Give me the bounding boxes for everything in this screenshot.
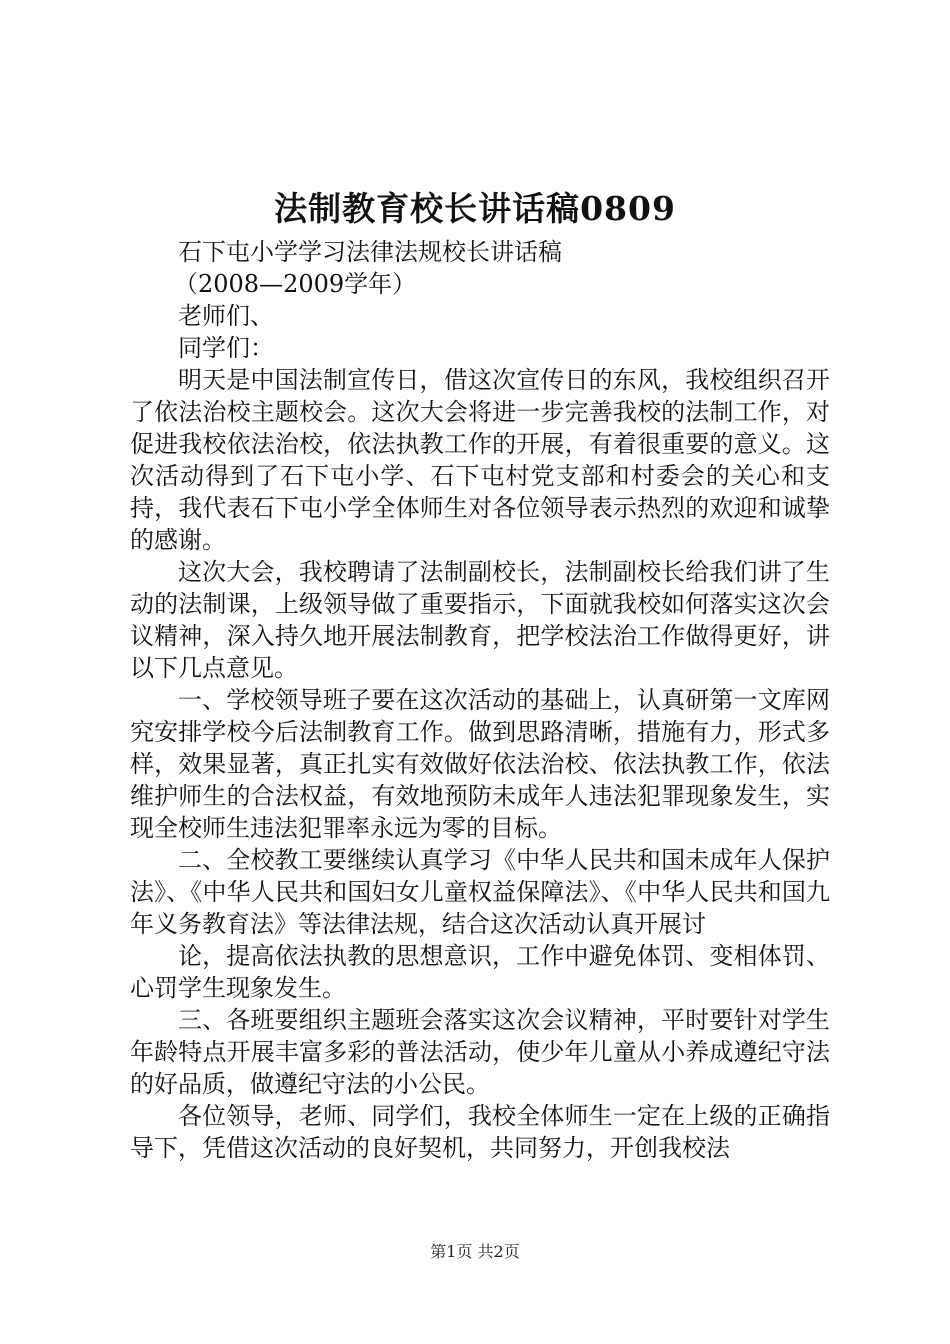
document-body	[130, 236, 830, 1164]
document-title: 法制教育校长讲话稿0809	[274, 189, 676, 228]
paragraph-4: 二、全校教工要继续认真学习《中华人民共和国未成年人保护法》、《中华人民共和国妇女儿童权益保障法》、《中华人民共和国九年义务教育法》等法律法规，结合这次活动认真开展讨	[130, 846, 830, 938]
greeting-teachers: 老师们、	[178, 302, 274, 330]
greeting-students: 同学们：	[178, 334, 274, 362]
paragraph-5: 论，提高依法执教的思想意识，工作中避免体罚、变相体罚、心罚学生现象发生。	[130, 942, 830, 1002]
school-year: （2008—2009学年）	[174, 270, 417, 298]
paragraph-3: 一、学校领导班子要在这次活动的基础上，认真研第一文库网究安排学校今后法制教育工作。做到思路清晰，措施有力，形式多样，效果显著，真正扎实有效做好依法治校、依法执教工作，依法维护师生的合法权益，有效地预防未成年人违法犯罪现象发生，实现全校师生违法犯罪率永远为零的目标。	[130, 686, 830, 842]
subtitle: 石下屯小学学习法律法规校长讲话稿	[178, 238, 562, 266]
page-footer: 第1页 共2页	[430, 1242, 520, 1261]
paragraph-7: 各位领导，老师、同学们，我校全体师生一定在上级的正确指导下，凭借这次活动的良好契机，共同努力，开创我校法	[130, 1102, 830, 1162]
paragraph-2: 这次大会，我校聘请了法制副校长，法制副校长给我们讲了生动的法制课，上级领导做了重要指示，下面就我校如何落实这次会议精神，深入持久地开展法制教育，把学校法治工作做得更好，讲以下几点意见。	[130, 558, 830, 682]
paragraph-1: 明天是中国法制宣传日，借这次宣传日的东风，我校组织召开了依法治校主题校会。这次大会将进一步完善我校的法制工作，对促进我校依法治校，依法执教工作的开展，有着很重要的意义。这次活动得到了石下屯小学、石下屯村党支部和村委会的关心和支持，我代表石下屯小学全体师生对各位领导表示热烈的欢迎和诚挚的感谢。	[130, 366, 830, 554]
paragraph-6: 三、各班要组织主题班会落实这次会议精神，平时要针对学生年龄特点开展丰富多彩的普法活动，使少年儿童从小养成遵纪守法的好品质，做遵纪守法的小公民。	[130, 1006, 830, 1098]
